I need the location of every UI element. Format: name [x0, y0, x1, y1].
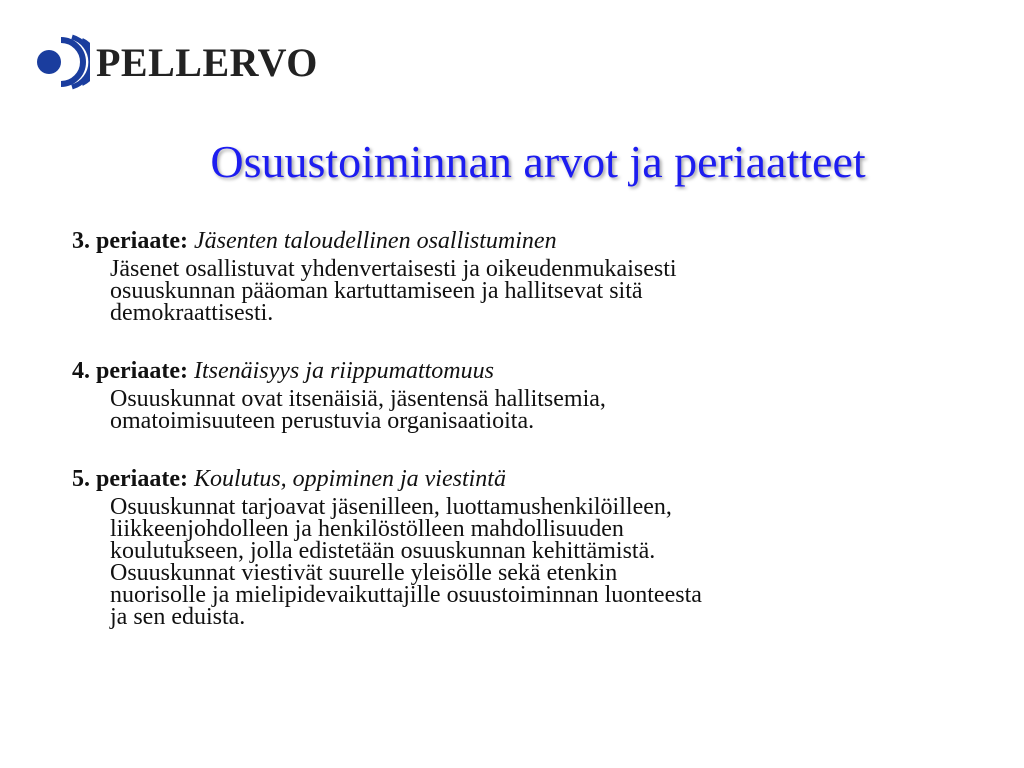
principle-label: 5. periaate:	[72, 466, 188, 492]
description-line: Jäsenet osallistuvat yhdenvertaisesti ja oikeudenmukaisesti	[110, 256, 677, 282]
principle-description	[110, 388, 992, 432]
logo-wordmark: PELLERVO	[96, 40, 318, 85]
principle-label: 3. periaate:	[72, 228, 188, 254]
principle-heading	[72, 354, 992, 388]
description-line: omatoimisuuteen perustuvia organisaatioita.	[110, 408, 535, 434]
description-line: Osuuskunnat ovat itsenäisiä, jäsentensä hallitsemia,	[110, 386, 606, 412]
principle-name: Jäsenten taloudellinen osallistuminen	[193, 228, 557, 254]
principle-item	[72, 462, 992, 628]
description-line: liikkeenjohdolleen ja henkilöstölleen mahdollisuuden	[110, 516, 624, 542]
principles-list	[72, 224, 992, 658]
description-line: demokraattisesti.	[110, 300, 274, 326]
description-line: Osuuskunnat viestivät suurelle yleisölle sekä etenkin	[110, 560, 618, 586]
slide-title: Osuustoiminnan arvot ja periaatteet	[210, 136, 866, 187]
description-line: osuuskunnan pääoman kartuttamiseen ja hallitsevat sitä	[110, 278, 643, 304]
principle-name: Koulutus, oppiminen ja viestintä	[193, 466, 506, 492]
description-line: ja sen eduista.	[110, 604, 246, 630]
pellervo-logo-mark-icon	[32, 34, 90, 90]
principle-label: 4. periaate:	[72, 358, 188, 384]
principle-item	[72, 224, 992, 324]
pellervo-logo	[32, 34, 318, 90]
principle-name: Itsenäisyys ja riippumattomuus	[193, 358, 494, 384]
description-line: koulutukseen, jolla edistetään osuuskunnan kehittämistä.	[110, 538, 656, 564]
principle-heading	[72, 224, 992, 258]
principle-description	[110, 496, 992, 628]
principle-description	[110, 258, 992, 324]
description-line: nuorisolle ja mielipidevaikuttajille osuustoiminnan luonteesta	[110, 582, 702, 608]
principle-item	[72, 354, 992, 432]
principle-heading	[72, 462, 992, 496]
description-line: Osuuskunnat tarjoavat jäsenilleen, luottamushenkilöilleen,	[110, 494, 672, 520]
